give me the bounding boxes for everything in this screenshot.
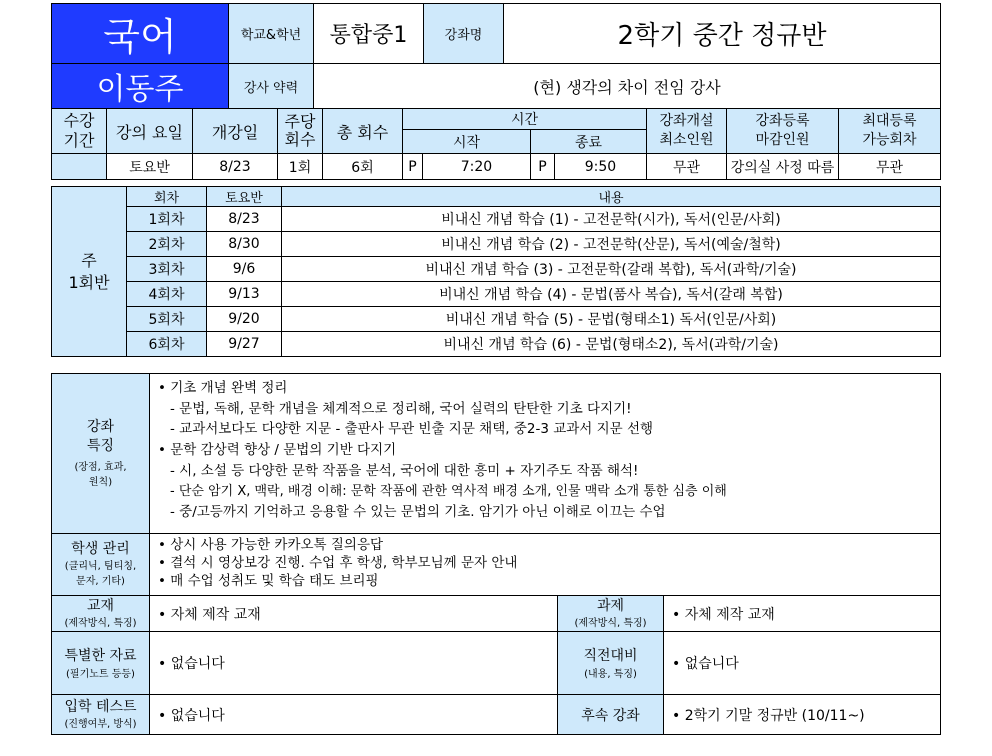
course-name-value: 2학기 중간 정규반 (504, 4, 941, 64)
start-ampm: P (403, 154, 423, 180)
time-header: 시간 (403, 109, 647, 130)
table-row: 1회차 (127, 207, 207, 232)
school-grade-label: 학교&학년 (229, 4, 314, 64)
session-date: 9/27 (207, 332, 282, 357)
subject-title: 국어 (52, 4, 229, 64)
table-row: 4회차 (127, 282, 207, 307)
table-row: 5회차 (127, 307, 207, 332)
entrance-note: (진행여부, 방식) (64, 718, 137, 730)
management-line: • 상시 사용 가능한 카카오톡 질의응답 (158, 537, 384, 553)
session-content: 비내신 개념 학습 (5) - 문법(형태소1) 독서(인문/사회) (282, 307, 941, 332)
management-label: 학생 관리 (71, 541, 130, 557)
homework-label: 과제 (596, 597, 625, 614)
day-value: 토요반 (107, 154, 193, 180)
course-name-label: 강좌명 (424, 4, 504, 64)
deadline-header: 강좌등록 마감인원 (727, 109, 839, 154)
entrance-label: 입학 테스트 (64, 698, 137, 715)
followup-label: 후속 강좌 (558, 695, 664, 735)
followup-value: • 2학기 기말 정규반 (10/11~) (664, 695, 941, 735)
deadline-value: 강의실 사정 따름 (727, 154, 839, 180)
details-table (51, 373, 941, 735)
features-label: 강좌 특징 (86, 418, 115, 454)
start-date-value: 8/23 (193, 154, 278, 180)
session-date: 9/6 (207, 257, 282, 282)
min-value: 무관 (647, 154, 727, 180)
session-content: 비내신 개념 학습 (1) - 고전문학(시가), 독서(인문/사회) (282, 207, 941, 232)
exam-prep-note: (내용, 특징) (584, 668, 637, 680)
management-label-cell (52, 534, 150, 596)
session-date: 9/20 (207, 307, 282, 332)
exam-prep-value: • 없습니다 (664, 632, 941, 695)
session-date: 9/13 (207, 282, 282, 307)
sessions-label: 주 1회반 (52, 187, 127, 357)
exam-prep-label-cell (558, 632, 664, 695)
header-table (51, 3, 941, 109)
table-row: 2회차 (127, 232, 207, 257)
features-line: - 문법, 독해, 문학 개념을 체계적으로 정리해, 국어 실력의 탄탄한 기초 다지기! (170, 400, 632, 417)
period-label: 수강 기간 (52, 109, 107, 154)
special-label-cell (52, 632, 150, 695)
textbook-note: (제작방식, 특징) (64, 617, 137, 629)
max-header: 최대등록 가능회차 (839, 109, 941, 154)
special-value: • 없습니다 (150, 632, 558, 695)
session-date: 8/30 (207, 232, 282, 257)
features-line: - 교과서보다도 다양한 지문 - 출판사 무관 빈출 지문 채택, 중2-3 교과서 지문 선행 (170, 421, 654, 438)
session-date-header: 토요반 (207, 187, 282, 207)
entrance-label-cell (52, 695, 150, 735)
features-content (150, 374, 941, 534)
session-content: 비내신 개념 학습 (4) - 문법(품사 복습), 독서(갈래 복합) (282, 282, 941, 307)
special-label: 특별한 자료 (64, 647, 137, 664)
weekly-header: 주당 회수 (278, 109, 323, 154)
teacher-bio-value: (현) 생각의 차이 전임 강사 (314, 64, 941, 109)
textbook-value: • 자체 제작 교재 (150, 596, 558, 632)
session-content: 비내신 개념 학습 (2) - 고전문학(산문), 독서(예술/철학) (282, 232, 941, 257)
exam-prep-label: 직전대비 (583, 647, 638, 664)
management-content (150, 534, 941, 596)
features-line: • 문학 감상력 향상 / 문법의 기반 다지기 (158, 442, 397, 459)
management-note: (클리닉, 팀티칭, 문자, 기타) (64, 561, 137, 587)
start-time: 7:20 (423, 154, 531, 180)
sessions-table (51, 186, 941, 357)
weekly-value: 1회 (278, 154, 323, 180)
session-content: 비내신 개념 학습 (3) - 고전문학(갈래 복합), 독서(과학/기술) (282, 257, 941, 282)
homework-note: (제작방식, 특징) (574, 617, 647, 629)
session-content: 비내신 개념 학습 (6) - 문법(형태소2), 독서(과학/기술) (282, 332, 941, 357)
day-header: 강의 요일 (107, 109, 193, 154)
textbook-label-cell (52, 596, 150, 632)
time-end-header: 종료 (531, 130, 647, 154)
end-ampm: P (531, 154, 555, 180)
max-value: 무관 (839, 154, 941, 180)
time-start-header: 시작 (403, 130, 531, 154)
period-label-lower (52, 154, 107, 180)
homework-label-cell (558, 596, 664, 632)
management-line: • 결석 시 영상보강 진행. 수업 후 학생, 학부모님께 문자 안내 (158, 555, 518, 571)
school-grade-value: 통합중1 (314, 4, 424, 64)
session-no-header: 회차 (127, 187, 207, 207)
teacher-name: 이동주 (52, 64, 229, 109)
special-note: (필기노트 등등) (66, 668, 135, 680)
start-date-header: 개강일 (193, 109, 278, 154)
schedule-table (51, 108, 941, 180)
homework-value: • 자체 제작 교재 (664, 596, 941, 632)
features-line: - 시, 소설 등 다양한 문학 작품을 분석, 국어에 대한 흥미 + 자기주도 작품 해석! (170, 462, 639, 479)
management-line: • 매 수업 성취도 및 학습 태도 브리핑 (158, 573, 379, 589)
total-header: 총 회수 (323, 109, 403, 154)
session-date: 8/23 (207, 207, 282, 232)
features-line: • 기초 개념 완벽 정리 (158, 380, 288, 396)
teacher-bio-label: 강사 약력 (229, 64, 314, 109)
features-line: - 단순 암기 X, 맥락, 배경 이해: 문학 작품에 관한 역사적 배경 소개, 인물 맥락 소개 통한 심층 이해 (170, 483, 727, 499)
textbook-label: 교재 (86, 597, 115, 614)
features-label-cell (52, 374, 150, 534)
features-line: - 중/고등까지 기억하고 응용할 수 있는 문법의 기초. 암기가 아닌 이해로 이끄는 수업 (170, 504, 666, 521)
end-time: 9:50 (555, 154, 647, 180)
total-value: 6회 (323, 154, 403, 180)
table-row: 3회차 (127, 257, 207, 282)
table-row: 6회차 (127, 332, 207, 357)
entrance-value: • 없습니다 (150, 695, 558, 735)
features-note: (장점, 효과, 원칙) (74, 461, 127, 488)
session-content-header: 내용 (282, 187, 941, 207)
min-header: 강좌개설 최소인원 (647, 109, 727, 154)
